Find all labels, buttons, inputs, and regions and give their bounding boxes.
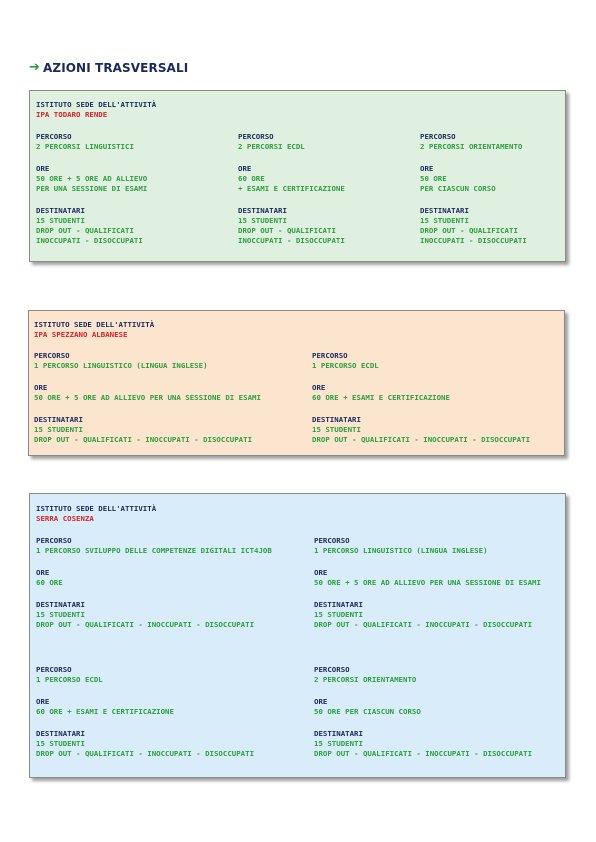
- percorso-label: PERCORSO: [36, 665, 72, 674]
- destinatari-label: DESTINATARI: [36, 600, 85, 609]
- destinatari-value: INOCCUPATI - DISOCCUPATI: [36, 236, 143, 245]
- course-card: [314, 536, 541, 630]
- destinatari-label: DESTINATARI: [312, 415, 361, 424]
- ore-label: ORE: [314, 568, 328, 577]
- percorso-label: PERCORSO: [312, 351, 348, 360]
- ore-value: + ESAMI E CERTIFICAZIONE: [238, 184, 345, 193]
- ore-value: 50 ORE + 5 ORE AD ALLIEVO PER UNA SESSIONE DI ESAMI: [34, 393, 261, 402]
- destinatari-label: DESTINATARI: [36, 206, 85, 215]
- ore-label: ORE: [238, 164, 252, 173]
- destinatari-value: DROP OUT - QUALIFICATI - INOCCUPATI - DISOCCUPATI: [314, 620, 533, 629]
- percorso-label: PERCORSO: [36, 536, 72, 545]
- destinatari-value: DROP OUT - QUALIFICATI - INOCCUPATI - DISOCCUPATI: [34, 435, 253, 444]
- course-card: [420, 132, 527, 246]
- ore-label: ORE: [36, 568, 50, 577]
- course-card: [314, 665, 532, 759]
- percorso-label: PERCORSO: [34, 351, 70, 360]
- destinatari-value: DROP OUT - QUALIFICATI - INOCCUPATI - DISOCCUPATI: [314, 749, 533, 758]
- destinatari-label: DESTINATARI: [420, 206, 469, 215]
- ore-value: PER CIASCUN CORSO: [420, 184, 496, 193]
- istituto-label: ISTITUTO SEDE DELL'ATTIVITÀ: [36, 100, 157, 109]
- destinatari-value: 15 STUDENTI: [312, 425, 361, 434]
- course-card: [312, 351, 530, 445]
- destinatari-label: DESTINATARI: [238, 206, 287, 215]
- ore-value: 60 ORE + ESAMI E CERTIFICAZIONE: [36, 707, 174, 716]
- percorso-label: PERCORSO: [314, 665, 350, 674]
- destinatari-value: 15 STUDENTI: [314, 739, 363, 748]
- destinatari-value: INOCCUPATI - DISOCCUPATI: [238, 236, 345, 245]
- course-card: [36, 132, 147, 246]
- percorso-value: 1 PERCORSO ECDL: [312, 361, 379, 370]
- destinatari-value: 15 STUDENTI: [314, 610, 363, 619]
- ore-label: ORE: [312, 383, 326, 392]
- percorso-value: 2 PERCORSI ECDL: [238, 142, 305, 151]
- destinatari-label: DESTINATARI: [34, 415, 83, 424]
- istituto-label: ISTITUTO SEDE DELL'ATTIVITÀ: [34, 320, 155, 329]
- destinatari-value: DROP OUT - QUALIFICATI: [36, 226, 134, 235]
- percorso-value: 1 PERCORSO LINGUISTICO (LINGUA INGLESE): [34, 361, 208, 370]
- istituto-block: [34, 320, 154, 340]
- destinatari-value: 15 STUDENTI: [420, 216, 469, 225]
- ore-value: 50 ORE + 5 ORE AD ALLIEVO: [36, 174, 148, 183]
- ore-label: ORE: [420, 164, 434, 173]
- istituto-block: [36, 100, 156, 120]
- istituto-block: [36, 504, 156, 524]
- destinatari-label: DESTINATARI: [314, 600, 363, 609]
- ore-value: 60 ORE: [238, 174, 265, 183]
- percorso-value: 2 PERCORSI LINGUISTICI: [36, 142, 134, 151]
- ore-value: 50 ORE PER CIASCUN CORSO: [314, 707, 421, 716]
- ore-value: PER UNA SESSIONE DI ESAMI: [36, 184, 148, 193]
- percorso-value: 1 PERCORSO SVILUPPO DELLE COMPETENZE DIGITALI ICT4JOB: [36, 546, 272, 555]
- destinatari-value: 15 STUDENTI: [34, 425, 83, 434]
- destinatari-value: DROP OUT - QUALIFICATI - INOCCUPATI - DISOCCUPATI: [312, 435, 531, 444]
- ore-value: 50 ORE: [420, 174, 447, 183]
- destinatari-value: DROP OUT - QUALIFICATI - INOCCUPATI - DISOCCUPATI: [36, 620, 255, 629]
- istituto-name: IPA TODARO RENDE: [36, 110, 108, 119]
- destinatari-value: DROP OUT - QUALIFICATI: [420, 226, 518, 235]
- percorso-value: 2 PERCORSI ORIENTAMENTO: [420, 142, 523, 151]
- destinatari-value: 15 STUDENTI: [36, 610, 85, 619]
- destinatari-label: DESTINATARI: [314, 729, 363, 738]
- ore-value: 60 ORE + ESAMI E CERTIFICAZIONE: [312, 393, 450, 402]
- course-card: [238, 132, 345, 246]
- course-card: [34, 351, 261, 445]
- destinatari-value: DROP OUT - QUALIFICATI: [238, 226, 336, 235]
- percorso-label: PERCORSO: [36, 132, 72, 141]
- percorso-label: PERCORSO: [314, 536, 350, 545]
- istituto-name: IPA SPEZZANO ALBANESE: [34, 330, 128, 339]
- istituto-name: SERRA COSENZA: [36, 514, 94, 523]
- ore-value: 60 ORE: [36, 578, 63, 587]
- percorso-value: 2 PERCORSI ORIENTAMENTO: [314, 675, 417, 684]
- ore-label: ORE: [34, 383, 48, 392]
- ore-label: ORE: [36, 697, 50, 706]
- ore-label: ORE: [36, 164, 50, 173]
- destinatari-value: 15 STUDENTI: [238, 216, 287, 225]
- section-heading-text: AZIONI TRASVERSALI: [43, 60, 189, 75]
- destinatari-value: 15 STUDENTI: [36, 739, 85, 748]
- percorso-value: 1 PERCORSO ECDL: [36, 675, 103, 684]
- istituto-label: ISTITUTO SEDE DELL'ATTIVITÀ: [36, 504, 157, 513]
- destinatari-value: INOCCUPATI - DISOCCUPATI: [420, 236, 527, 245]
- percorso-value: 1 PERCORSO LINGUISTICO (LINGUA INGLESE): [314, 546, 488, 555]
- ore-value: 50 ORE + 5 ORE AD ALLIEVO PER UNA SESSIONE DI ESAMI: [314, 578, 541, 587]
- destinatari-value: DROP OUT - QUALIFICATI - INOCCUPATI - DISOCCUPATI: [36, 749, 255, 758]
- arrow-right-icon: ➔: [29, 60, 40, 75]
- destinatari-value: 15 STUDENTI: [36, 216, 85, 225]
- course-card: [36, 665, 254, 759]
- course-card: [36, 536, 272, 630]
- ore-label: ORE: [314, 697, 328, 706]
- percorso-label: PERCORSO: [238, 132, 274, 141]
- section-heading: [29, 60, 188, 75]
- percorso-label: PERCORSO: [420, 132, 456, 141]
- destinatari-label: DESTINATARI: [36, 729, 85, 738]
